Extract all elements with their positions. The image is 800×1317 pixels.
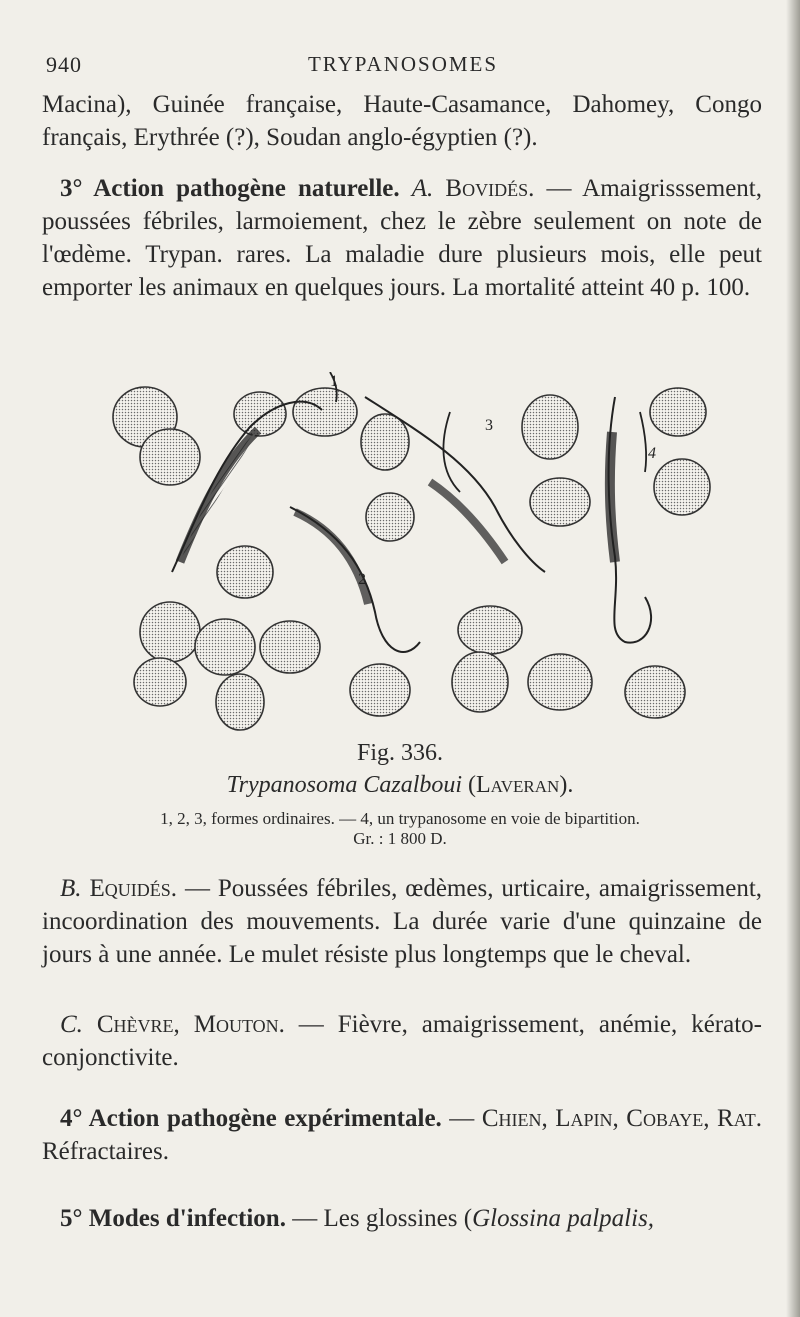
section-5-heading: 5° Modes d'infection. bbox=[60, 1205, 286, 1232]
section-c-text: — Fièvre, amaigrissement, anémie, kérato-conjonctivite. bbox=[42, 1011, 763, 1071]
red-blood-cell bbox=[522, 395, 578, 459]
red-blood-cell bbox=[140, 602, 200, 662]
section-5-text: — Les glossines ( bbox=[285, 1205, 473, 1232]
paragraph-geography-text: Macina), Guinée française, Haute-Casamance, Dahomey, Congo français, Erythrée (?), Soudan anglo-égyptien (?). bbox=[42, 91, 762, 151]
red-blood-cell bbox=[217, 546, 273, 598]
red-blood-cell bbox=[234, 392, 286, 436]
red-blood-cell bbox=[625, 666, 685, 718]
red-blood-cell bbox=[452, 652, 508, 712]
section-4-animals: — Chien, Lapin, Cobaye, Rat. bbox=[441, 1105, 762, 1132]
red-blood-cell bbox=[654, 459, 710, 515]
figure-title-species: Trypanosoma Cazalboui bbox=[226, 772, 463, 798]
red-blood-cell bbox=[293, 388, 357, 436]
figure-legend: 1, 2, 3, formes ordinaires. — 4, un trypanosome en voie de bipartition. bbox=[160, 809, 640, 828]
section-experimental bbox=[42, 1102, 762, 1168]
section-c-label: C. bbox=[60, 1011, 83, 1038]
section-equides bbox=[42, 872, 762, 971]
section-infection bbox=[42, 1202, 762, 1235]
section-4-heading: 4° Action pathogène expérimentale. bbox=[60, 1105, 442, 1132]
red-blood-cell bbox=[361, 414, 409, 470]
trypanosome-4-flagellum bbox=[640, 412, 646, 472]
red-blood-cell bbox=[528, 654, 592, 710]
section-chevre-mouton bbox=[42, 1008, 762, 1074]
red-blood-cell bbox=[366, 493, 414, 541]
section-natural-pathogenic bbox=[42, 172, 762, 304]
section-c-name: Chèvre, Mouton. bbox=[96, 1011, 285, 1038]
figure-number-3: 3 bbox=[485, 417, 493, 434]
section-b-label: B. bbox=[60, 875, 82, 902]
figure-scale: Gr. : 1 800 D. bbox=[353, 829, 447, 848]
section-3-sub-a-name: Bovidés. bbox=[445, 175, 535, 202]
figure-number-1: 1 bbox=[330, 373, 338, 390]
red-blood-cell bbox=[650, 388, 706, 436]
trypanosome-figure bbox=[100, 372, 720, 742]
red-blood-cell bbox=[195, 619, 255, 675]
figure-number-2: 2 bbox=[358, 571, 366, 588]
running-head bbox=[46, 52, 760, 82]
figure-title-author: (Laveran). bbox=[468, 772, 574, 798]
page-number: 940 bbox=[46, 52, 82, 77]
red-blood-cell bbox=[260, 621, 320, 673]
figure-title bbox=[0, 772, 800, 799]
red-blood-cell bbox=[458, 606, 522, 654]
section-b-text: — Poussées fébriles, œdèmes, urticaire, amaigrissement, incoordination des mouvements. La durée varie d'une quinzaine de jours à une année. Le mulet résiste plus longtemps que le cheval. bbox=[42, 875, 763, 968]
page-edge-shadow bbox=[786, 0, 800, 1317]
figure-number-4: 4 bbox=[648, 445, 656, 462]
red-blood-cell bbox=[140, 429, 200, 485]
trypanosome-4-membrane bbox=[610, 432, 615, 562]
figure-label: Fig. 336. bbox=[356, 740, 443, 766]
running-title: TRYPANOSOMES bbox=[307, 52, 499, 76]
red-blood-cells bbox=[113, 387, 710, 730]
paragraph-geography bbox=[42, 88, 762, 154]
trypanosome-2-membrane bbox=[295, 512, 368, 604]
red-blood-cell bbox=[134, 658, 186, 706]
section-5-species: Glossina palpalis, bbox=[472, 1205, 655, 1232]
trypanosome-3-membrane bbox=[430, 482, 505, 562]
section-4-text: Réfractaires. bbox=[42, 1138, 170, 1165]
section-b-name: Equidés. bbox=[89, 875, 178, 902]
section-3-text: — Amaigrisssement, poussées fébriles, larmoiement, chez le zèbre seulement on note de l'œdème. Trypan. rares. La maladie dure plusieurs mois, elle peut emporter les animaux en quelques jours. La mortalité atteint 40 p. 100. bbox=[42, 175, 763, 301]
section-3-sub-a-label: A. bbox=[411, 175, 434, 202]
red-blood-cell bbox=[216, 674, 264, 730]
red-blood-cell bbox=[530, 478, 590, 526]
red-blood-cell bbox=[350, 664, 410, 716]
section-3-heading: 3° Action pathogène naturelle. bbox=[60, 175, 400, 202]
